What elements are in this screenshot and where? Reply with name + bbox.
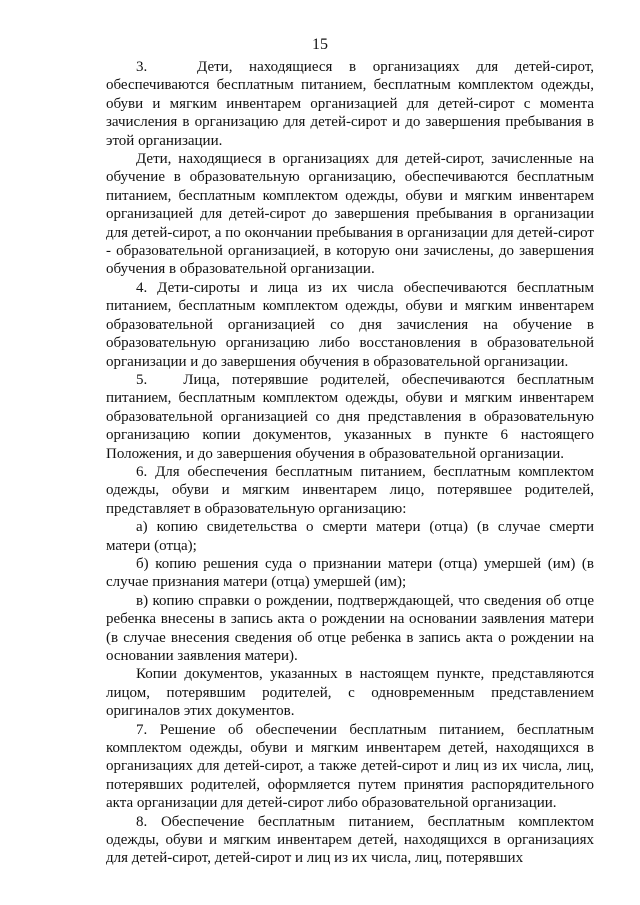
paragraph-3: 3. Дети, находящиеся в организациях для детей-сирот, обеспечиваются бесплатным питанием, бесплатным комплектом одежды, обуви и мягким инвентарем организацией для детей-сирот с момента зачисления в организацию для детей-сирот и до завершения пребывания в этой организации. [106,59,594,149]
page-number: 15 [312,36,328,53]
paragraph-4: 4. Дети-сироты и лица из их числа обеспечиваются бесплатным питанием, бесплатным комплектом одежды, обуви и мягким инвентарем образовательной организацией со дня зачисления на обучение в образовательную организацию либо восстановления в образовательной организации и до завершения обучения в образовательной организации. [106,279,594,370]
paragraph-8: 8. Обеспечение бесплатным питанием, бесплатным комплектом одежды, обуви и мягким инвентарем детей, находящихся в организациях для детей-сирот, детей-сирот и лиц из их числа, лиц, потерявших [106,813,594,867]
paragraph-6-item-b: б) копию решения суда о признании матери (отца) умершей (им) (в случае признания матери (отца) умершей (им); [106,555,594,591]
paragraph-5: 5. Лица, потерявшие родителей, обеспечиваются бесплатным питанием, бесплатным комплектом одежды, обуви и мягким инвентарем образовательной организацией со дня представления в образовательную организацию копии документов, указанных в пункте 6 настоящего Положения, и до завершения обучения в образовательной организации. [106,371,594,462]
paragraph-6-item-a: а) копию свидетельства о смерти матери (отца) (в случае смерти матери (отца); [106,519,594,554]
paragraph-6-item-v: в) копию справки о рождении, подтверждающей, что сведения об отце ребенка внесены в запись акта о рождении на основании заявления матери (в случае внесения сведения об отце ребенка в запись акта о рождении на основании заявления матери). [106,592,594,664]
paragraph-3-continued: Дети, находящиеся в организациях для детей-сирот, зачисленные на обучение в образовательную организацию, обеспечиваются бесплатным питанием, бесплатным комплектом одежды, обуви и мягким инвентарем организацией для детей-сирот до завершения пребывания в организации для детей-сирот, а по окончании пребывания в организации для детей-сирот - образовательной организацией, в которую они зачислены, до завершения обучения в образовательной организации. [106,151,594,278]
paragraph-6-copies: Копии документов, указанных в настоящем пункте, представляются лицом, потерявшим родителей, с одновременным представлением оригиналов этих документов. [106,666,594,720]
paragraph-6: 6. Для обеспечения бесплатным питанием, бесплатным комплектом одежды, обуви и мягким инвентарем лицо, потерявшее родителей, представляет в образовательную организацию: [106,463,594,517]
paragraph-7: 7. Решение об обеспечении бесплатным питанием, бесплатным комплектом одежды, обуви и мягким инвентарем детей, находящихся в организациях для детей-сирот, а также детей-сирот и лиц из их числа, лиц, потерявших родителей, оформляется путем принятия распорядительного акта организации для детей-сирот либо образовательной организации. [106,721,594,812]
body-text [106,58,594,868]
